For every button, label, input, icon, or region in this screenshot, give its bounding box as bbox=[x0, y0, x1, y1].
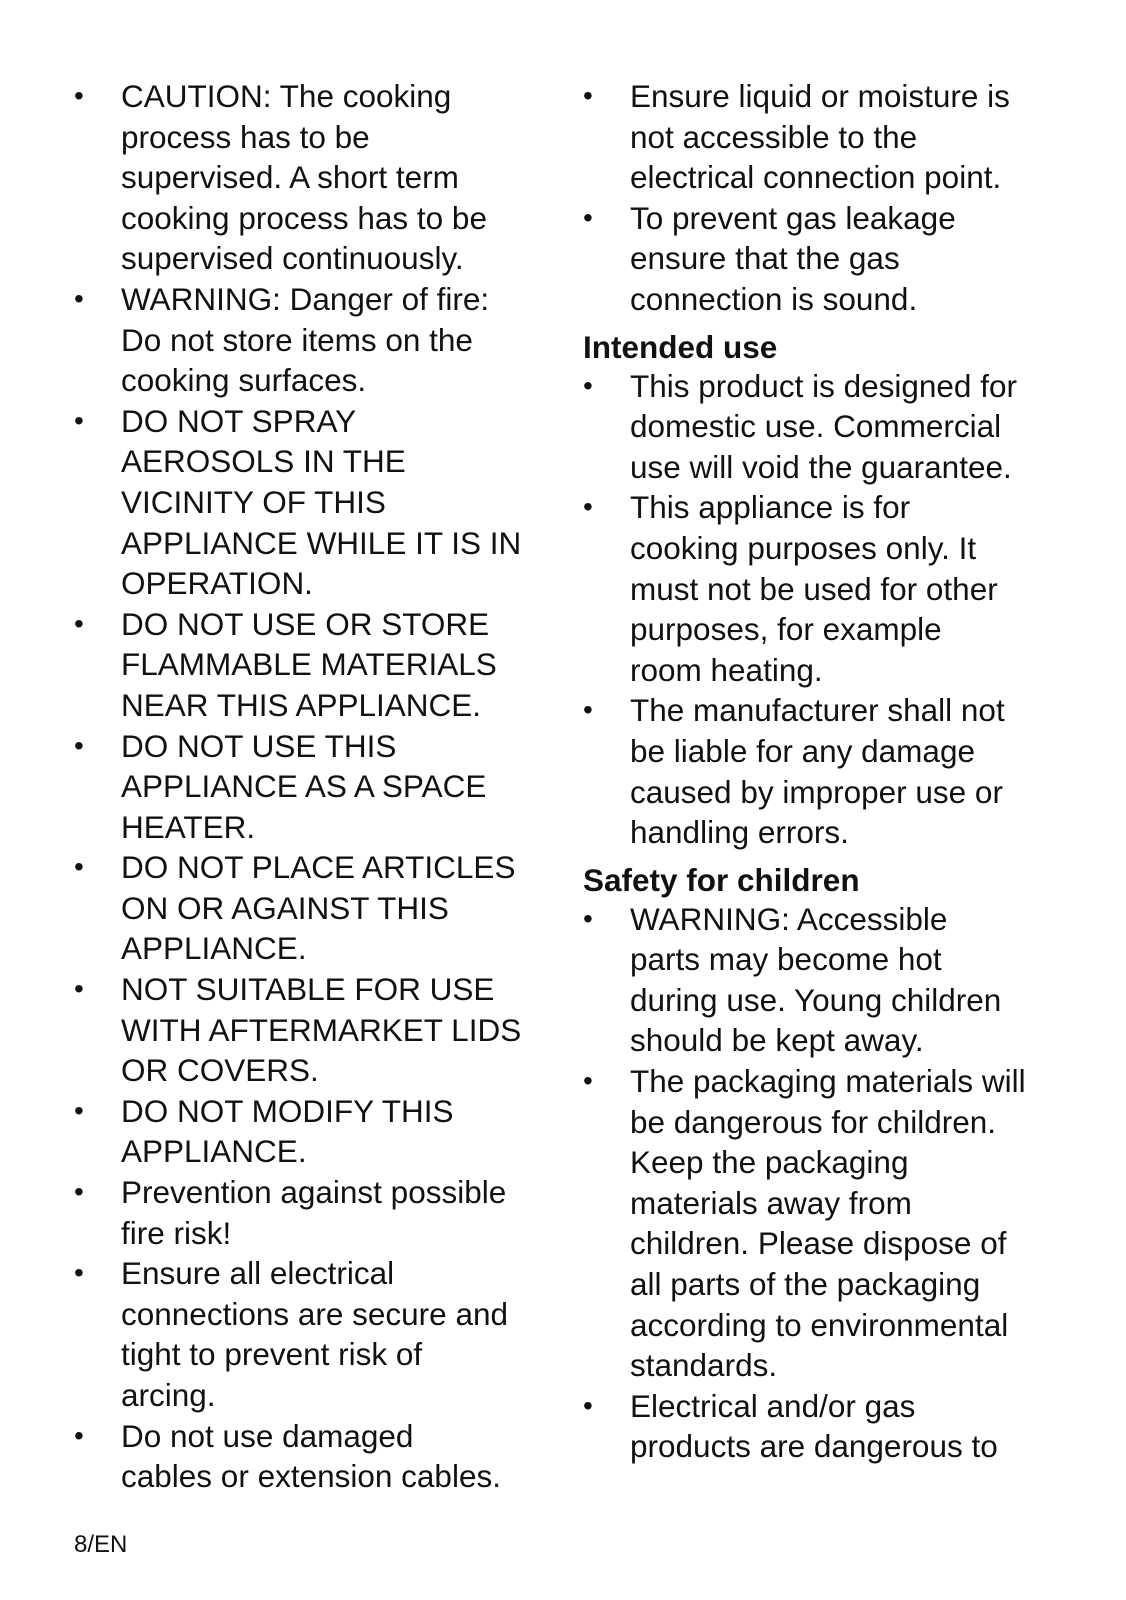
right-safety-list bbox=[583, 76, 1063, 320]
list-item: • WARNING: Danger of fire: Do not store items on the cooking surfaces. bbox=[74, 279, 544, 401]
list-item: • Electrical and/or gas products are dangerous to bbox=[583, 1386, 1063, 1467]
list-item: • The packaging materials will be dangerous for children. Keep the packaging materials away from children. Please dispose of all parts of the packaging according to environmental standards. bbox=[583, 1061, 1063, 1386]
list-item: • Prevention against possible fire risk! bbox=[74, 1172, 544, 1253]
safety-for-children-list bbox=[583, 899, 1063, 1467]
list-item: • This appliance is for cooking purposes only. It must not be used for other purposes, for example room heating. bbox=[583, 487, 1063, 690]
list-item: • The manufacturer shall not be liable for any damage caused by improper use or handling errors. bbox=[583, 690, 1063, 852]
list-item: • CAUTION: The cooking process has to be supervised. A short term cooking process has to be supervised continuously. bbox=[74, 76, 544, 279]
left-safety-list bbox=[74, 76, 544, 1497]
intended-use-list bbox=[583, 366, 1063, 853]
list-item: • Do not use damaged cables or extension cables. bbox=[74, 1416, 544, 1497]
left-column bbox=[74, 76, 544, 1497]
list-item: • To prevent gas leakage ensure that the gas connection is sound. bbox=[583, 198, 1063, 320]
safety-for-children-heading: Safety for children bbox=[583, 861, 860, 898]
list-item: • DO NOT SPRAY AEROSOLS IN THE VICINITY OF THIS APPLIANCE WHILE IT IS IN OPERATION. bbox=[74, 401, 544, 604]
list-item: • NOT SUITABLE FOR USE WITH AFTERMARKET LIDS OR COVERS. bbox=[74, 969, 544, 1091]
right-column bbox=[583, 76, 1063, 1467]
list-item: • DO NOT PLACE ARTICLES ON OR AGAINST THIS APPLIANCE. bbox=[74, 847, 544, 969]
list-item: • WARNING: Accessible parts may become hot during use. Young children should be kept away. bbox=[583, 899, 1063, 1061]
list-item: • DO NOT USE THIS APPLIANCE AS A SPACE HEATER. bbox=[74, 726, 544, 848]
list-item: • DO NOT MODIFY THIS APPLIANCE. bbox=[74, 1091, 544, 1172]
list-item: • DO NOT USE OR STORE FLAMMABLE MATERIALS NEAR THIS APPLIANCE. bbox=[74, 604, 544, 726]
list-item: • Ensure all electrical connections are secure and tight to prevent risk of arcing. bbox=[74, 1253, 544, 1415]
page-number: 8/EN bbox=[74, 1531, 128, 1558]
list-item: • This product is designed for domestic use. Commercial use will void the guarantee. bbox=[583, 366, 1063, 488]
list-item: • Ensure liquid or moisture is not accessible to the electrical connection point. bbox=[583, 76, 1063, 198]
intended-use-heading: Intended use bbox=[583, 328, 778, 365]
